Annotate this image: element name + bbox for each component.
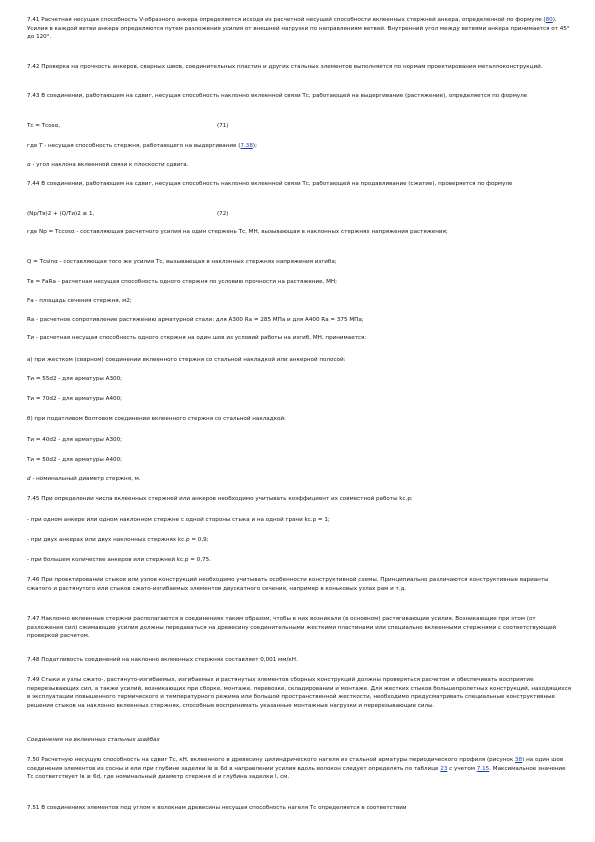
paragraph-text: 7.42 Проверка на прочность анкеров, сварных швов, соединительных пластин и других стальных элементов выполняется по нормам проектирования металлоконструкций. [27,64,543,70]
paragraph-text: Ти = 70d2 - для арматуры А400; [27,396,123,402]
paragraph-text: - угол наклона вклеенной связи к плоскости сдвига. [30,162,189,168]
paragraph-text: - при одном анкере или одном наклонном стержне с одной стороны стыка и на одной грани kс.р = 1; [27,517,330,523]
paragraph-text: ) на один шов соединения элементов из сосны и ели при глубине заделки lв ≥ 6d в направлении усилия вдоль волокон следует определять по таблице [27,757,564,772]
paragraph-text: а) при жестком (сварном) соединении вклеенного стержня со стальной накладкой или анкерной полосой: [27,357,346,363]
paragraph [27,278,572,287]
paragraph [27,92,572,101]
paragraph-text: ). Усилия в каждой ветви анкера определяются путем разложения усилия от внешней нагрузки по направлениям ветвей. Внутренний угол между ветвями анкера принимается от 45° до 120°. [27,17,570,40]
paragraph-text: 7.46 При проектировании стыков или узлов конструкций необходимо учитывать особенности конструктивной схемы. Принципиально различаются конструктивные варианты сжатого и растянутого или стыков сжато-изгибаемых элементов двускатного сечения, например в коньковых узлах рам и т.д. [27,577,549,592]
paragraph [27,676,572,710]
italic-text: α [27,162,31,168]
paragraph [27,456,572,465]
paragraph [27,536,572,545]
paragraph [27,736,572,745]
paragraph-text: 7.41 Расчетная несущая способность V-образного анкера определяется исходя из расчетной несущей способности вклеенных стержней анкера, определенной по формуле ( [27,17,546,23]
paragraph-text: - номинальный диаметр стержня, м. [30,476,141,482]
paragraph-text: Ти = 50d2 - для арматуры А400; [27,457,123,463]
reference-link[interactable]: 80 [545,17,553,23]
paragraph [27,228,572,237]
paragraph-text: ); [252,143,257,149]
paragraph [27,180,572,189]
paragraph [27,210,572,219]
paragraph-text: где [27,143,40,149]
paragraph-text: с учетом [447,765,477,772]
paragraph-text: 7.49 Стыки и узлы сжато-, растянуто-изгибаемых, изгибаемых и растянутых элементов сборных конструкций должны проверяться расчетом и обеспечивать восприятие перерезывающих сил, а также усилий, возникающих при сборке, монтаже, перевозке, складировании и монтаже. Для жестких стыков большепролетных конструкций, находящихся в эксплуатации повышенного термического и температурного режима или большой пространственной жесткости, необходимо предусматривать специальные конструктивные решения стыков на наклонно вклеенных стержнях, способные воспринимать указанные монтажные нагрузки и перерезывающие силы. [27,677,572,709]
paragraph-text: Q = Тсsinα - составляющая того же усилия Тс, вызывающая в наклонных стержнях напряжения изгиба; [27,259,337,265]
paragraph-text: Тв = FаRа - расчетная несущая способность одного стержня по условию прочности на растяжение, МН; [27,279,338,285]
paragraph-text: 7.48 Податливость соединений на наклонно вклеенных стержнях составляет 0,001 мм/кН. [27,657,298,663]
reference-link[interactable]: 7.38 [240,143,253,149]
paragraph [27,516,572,525]
paragraph [27,16,572,42]
paragraph [27,756,572,782]
paragraph [27,356,572,365]
paragraph-text: 7.44 В соединении, работающем на сдвиг, несущая способность наклонно вклеенной связи Тс, работающей на продавливание (сжатие), проверяется по формуле [27,181,513,187]
paragraph [27,375,572,384]
paragraph-text: Тс = Тcosα, [27,123,61,129]
paragraph-text: б) при податливом болтовом соединении вклеенного стержня со стальной накладкой: [27,416,286,422]
paragraph [27,297,572,306]
paragraph [27,122,572,131]
paragraph [27,804,572,813]
paragraph [27,556,572,565]
paragraph [27,656,572,665]
paragraph [27,475,572,484]
paragraph [27,334,572,343]
reference-link[interactable]: 7.15 [476,765,490,772]
paragraph-text: 7.47 Наклонно вклеенные стержни располагаются в соединениях таким образом, чтобы в них возникали (в основном) растягивающие усилия. Возникающие при этом (от разложения сил) сжимающие усилия должны передаваться на древесину соединительными жесткими пластинами или специально вклеенными стержнями с соответствующей проверкой расчетом. [27,616,557,639]
paragraph-text: Ти - расчетная несущая способность одного стержня на один шов из условий работы на изгиб, МН, принимается: [27,335,367,341]
paragraph-text: 7.43 В соединении, работающем на сдвиг, несущая способность наклонно вклеенной связи Тс, работающей на выдергивание (растяжение), определяется по формуле [27,93,528,99]
paragraph-text: 7.45 При определении числа вклеенных стержней или анкеров необходимо учитывать коэффициент их совместной работы kс.р: [27,496,413,502]
paragraph [27,258,572,267]
equation-number: (71) [217,123,229,129]
paragraph-text: Fа - площадь сечения стержня, м2; [27,298,132,304]
paragraph [27,415,572,424]
paragraph-text: . Максимальное значение Тс соответствует lв ≥ 6d, где номинальный диаметр стержня d и глубина заделки l, см. [27,765,566,780]
paragraph-text: 7.51 В соединениях элементов под углом к волокнам древесины несущая способность нагеля Тс определяется в соответствии [27,805,407,811]
paragraph-text: 7.50 Расчетную несущую способность на сдвиг Тс, кН, вклеенного в древесину цилиндрического нагеля из стальной арматуры периодического профиля (рисунок [27,757,515,763]
paragraph [27,316,572,325]
paragraph-text: Ти = 55d2 - для арматуры А300; [27,376,123,382]
paragraph-text: - при двух анкерах или двух наклонных стержнях kс.р = 0,9; [27,537,209,543]
italic-text: Соединения на вклеенных стальных шайбах [27,737,160,743]
paragraph [27,615,572,641]
paragraph [27,63,572,72]
reference-link[interactable]: 38 [515,757,523,763]
italic-text: T [39,143,43,149]
italic-text: d [27,476,31,482]
reference-link[interactable]: 23 [440,765,448,772]
paragraph-text: где Np = Тccosα - составляющая расчетного усилия на один стержень Тс, МН, вызывающая в наклонных стержнях напряжения растяжения; [27,229,448,235]
paragraph-text: (Np/Tв)2 + (Q/Tи)2 ≤ 1, [27,211,95,217]
paragraph-text: Ти = 40d2 - для арматуры А300; [27,437,123,443]
paragraph [27,495,572,504]
paragraph [27,142,572,151]
paragraph-text: - при большем количестве анкеров или стержней kс.р = 0,75. [27,557,211,563]
equation-number: (72) [217,211,229,217]
paragraph-text: - несущая способность стержня, работающего на выдергивание ( [42,143,241,149]
paragraph [27,436,572,445]
paragraph-text: Rа - расчетное сопротивление растяжению арматурной стали: для А300 Rа = 285 МПа и для А400 Rа = 375 МПа; [27,317,364,323]
paragraph [27,395,572,404]
paragraph [27,161,572,170]
paragraph [27,576,572,593]
